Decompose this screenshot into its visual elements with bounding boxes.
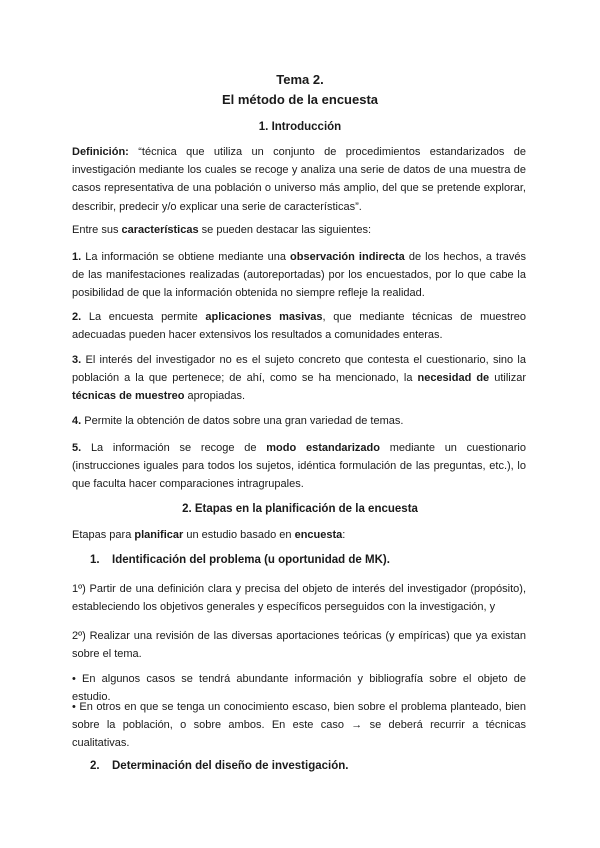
characteristics-intro (72, 221, 526, 239)
item-number: 5. (72, 442, 82, 454)
step-number: 1. (90, 554, 100, 566)
doc-title-line2: El método de la encuesta (221, 92, 379, 107)
item-number: 3. (72, 354, 82, 366)
characteristic-4 (72, 412, 526, 430)
text-run: El interés del investigador no es el sujeto concreto que contesta el cuestionario, sino la población a la que pertenece; de ahí, como se ha mencionado, la (72, 354, 526, 385)
text-run: La información se obtiene mediante una (81, 251, 291, 263)
definition-label: Definición: (72, 146, 129, 158)
step-label: Identificación del problema (u oportunidad de MK). (112, 554, 390, 566)
emphasis-run: características (121, 224, 199, 236)
step-1-heading (90, 554, 530, 566)
text-run: mediante un cuestionario (instrucciones iguales para todos los sujetos, idéntica formulación de las preguntas, etc.), lo que faculta hacer comparaciones intragrupales. (72, 442, 526, 491)
emphasis-run: planificar (134, 529, 184, 541)
text-run: La información se recoge de (81, 442, 267, 454)
item-number: 1. (72, 251, 82, 263)
emphasis-run: encuesta (294, 529, 343, 541)
step-number: 2. (90, 760, 100, 772)
section-heading-stages: 2. Etapas en la planificación de la encuesta (182, 503, 418, 515)
text-run: Etapas para (72, 529, 135, 541)
definition-paragraph (72, 143, 526, 216)
substep-1: 1º) Partir de una definición clara y precisa del objeto de interés del investigador (propósito), estableciendo los objetivos generales y específicos perseguidos con la investigación, y (72, 583, 526, 614)
text-run: Entre sus (72, 224, 122, 236)
text-run: un estudio basado en (183, 529, 295, 541)
item-number: 2. (72, 311, 82, 323)
bullet-abundant-info: • En algunos casos se tendrá abundante información y bibliografía sobre el objeto de estudio. (72, 673, 526, 704)
emphasis-run: observación indirecta (290, 251, 405, 263)
item-number: 4. (72, 415, 82, 427)
text-run: : (342, 529, 346, 541)
characteristic-1 (72, 248, 526, 303)
doc-title-line1: Tema 2. (276, 72, 324, 87)
characteristic-2 (72, 308, 526, 344)
text-run: La encuesta permite (81, 311, 206, 323)
text-run: se pueden destacar las siguientes: (198, 224, 372, 236)
step-label: Determinación del diseño de investigación. (112, 760, 349, 772)
characteristic-3 (72, 351, 526, 406)
emphasis-run: técnicas de muestreo (72, 390, 185, 403)
emphasis-run: modo estandarizado (266, 442, 380, 454)
bullet-scarce-knowledge: • En otros en que se tenga un conocimiento escaso, bien sobre el problema planteado, bien sobre la población, o sobre ambos. En este caso → se deberá recurrir a técnicas cualitativas. (72, 701, 526, 750)
emphasis-run: necesidad de (417, 372, 490, 385)
text-run: , que mediante técnicas de muestreo adecuadas pueden hacer extensivos los resultados a comunidades enteras. (72, 311, 526, 342)
section-heading-introduction: 1. Introducción (258, 121, 342, 133)
characteristic-5 (72, 439, 526, 494)
text-run: utilizar (489, 372, 526, 385)
text-run: de los hechos, a través de las manifestaciones realizadas (autoreportadas) por los encuestados, por lo que cabe la posibilidad de que la información obtenida no siempre refleje la realidad. (72, 251, 526, 300)
step-2-heading (90, 760, 530, 772)
text-run: apropiadas. (184, 390, 246, 403)
substep-2: 2º) Realizar una revisión de las diversas aportaciones teóricas (y empíricas) que ya existan sobre el tema. (72, 630, 526, 661)
stages-intro (72, 526, 526, 544)
emphasis-run: aplicaciones masivas (205, 311, 323, 323)
definition-text: “técnica que utiliza un conjunto de procedimientos estandarizados de investigación mediante los cuales se recoge y analiza una serie de datos de una muestra de casos representativa de una población o universo más amplio, del que se pretende explorar, describir, predecir y/o explicar una serie de características”. (72, 146, 526, 213)
text-run: Permite la obtención de datos sobre una gran variedad de temas. (81, 415, 404, 427)
